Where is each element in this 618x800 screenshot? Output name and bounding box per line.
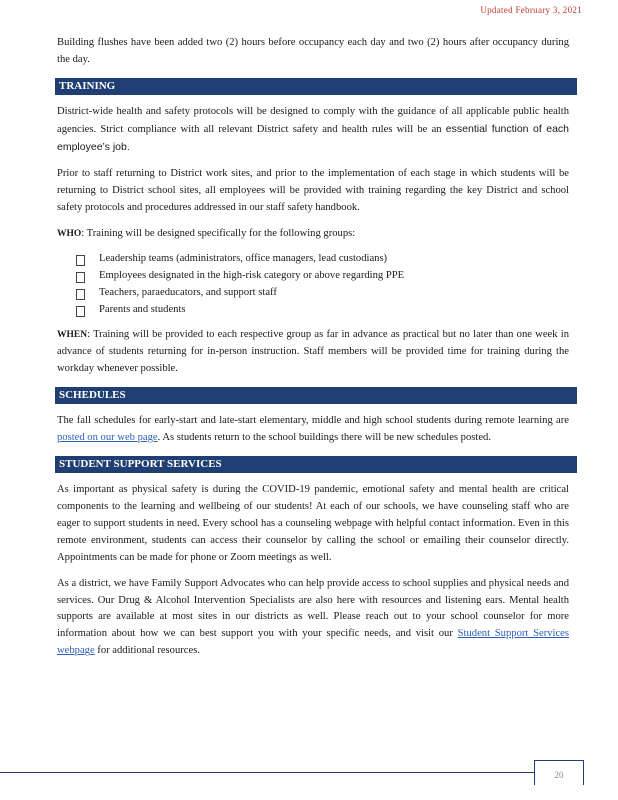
intro-paragraph: Building flushes have been added two (2) hours before occupancy each day and two (2) hours after occupancy during the day. bbox=[57, 37, 569, 65]
page-content bbox=[57, 35, 569, 669]
student-support-heading: STUDENT SUPPORT SERVICES bbox=[55, 456, 577, 473]
who-text: : Training will be designed specifically for the following groups: bbox=[81, 227, 356, 239]
schedules-text-a: The fall schedules for early-start and late-start elementary, middle and high school students during remote learning are bbox=[57, 415, 569, 426]
training-paragraph-2: Prior to staff returning to District work sites, and prior to the implementation of each stage in which students will be returning to District school sites, all employees will be provided with training regarding the key District and school safety protocols and procedures addressed in our staff safety handbook. bbox=[57, 167, 569, 213]
checkbox-bullet-icon bbox=[76, 289, 85, 300]
schedules-text-b: . As students return to the school buildings there will be new schedules posted. bbox=[157, 431, 491, 443]
list-item bbox=[76, 251, 569, 268]
list-item bbox=[76, 302, 569, 319]
checkbox-bullet-icon bbox=[76, 255, 85, 266]
list-item bbox=[76, 285, 569, 302]
training-heading: TRAINING bbox=[55, 78, 577, 95]
when-label: WHEN bbox=[57, 330, 88, 341]
list-item-text: Employees designated in the high-risk category or above regarding PPE bbox=[99, 270, 405, 282]
who-label: WHO bbox=[57, 228, 82, 239]
updated-date: Updated February 3, 2021 bbox=[480, 5, 582, 15]
list-item-text: Teachers, paraeducators, and support staff bbox=[99, 287, 277, 299]
training-p1-text: District-wide health and safety protocols will be designed to comply with the guidance of all applicable public health agencies. Strict compliance with all relevant District safety and health rules will be an bbox=[57, 105, 569, 135]
when-paragraph bbox=[57, 327, 569, 378]
checkbox-bullet-icon bbox=[76, 272, 85, 283]
student-support-services-link[interactable]: Student Support Services webpage bbox=[57, 628, 569, 657]
schedules-web-page-link[interactable]: posted on our web page bbox=[57, 431, 158, 443]
footer-rule bbox=[0, 772, 534, 773]
student-support-paragraph-1: As important as physical safety is during the COVID-19 pandemic, emotional safety and mental health are critical components to the learning and wellbeing of our students! At each of our schools, we have counseling staff who are eager to support students in need. Every school has a counseling webpage with helpful contact information. Even in this remote environment, students can access their counselor by calling the school or emailing their counselor directly. Appointments can be made for phone or Zoom meetings as well. bbox=[57, 483, 569, 563]
checkbox-bullet-icon bbox=[76, 306, 85, 317]
when-text: : Training will be provided to each respective group as far in advance as practical but no later than one week in advance of students returning for in-person instruction. Staff members will be provided time for training during the workday whenever possible. bbox=[57, 329, 569, 375]
who-paragraph bbox=[57, 226, 569, 243]
page-number: 20 bbox=[534, 760, 584, 785]
schedules-paragraph bbox=[57, 413, 569, 447]
list-item bbox=[76, 268, 569, 285]
schedules-heading: SCHEDULES bbox=[55, 387, 577, 404]
support-text-a: As a district, we have Family Support Advocates who can help provide access to school supplies and physical needs and services. Our Drug & Alcohol Intervention Specialists are also here with resources and listening ears. Mental health supports are available at most sites in our districts as well. Please reach out to your school counselor for more information about how we can best support you with your specific needs, and visit our bbox=[57, 577, 569, 640]
student-support-paragraph-2 bbox=[57, 576, 569, 661]
list-item-text: Leadership teams (administrators, office managers, lead custodians) bbox=[99, 253, 388, 265]
training-groups-list bbox=[57, 251, 569, 319]
training-paragraph-1 bbox=[57, 104, 569, 157]
support-text-b: for additional resources. bbox=[94, 645, 200, 657]
training-p1-emphasis: essential function of each employee’s job. bbox=[57, 122, 569, 153]
list-item-text: Parents and students bbox=[99, 304, 186, 316]
